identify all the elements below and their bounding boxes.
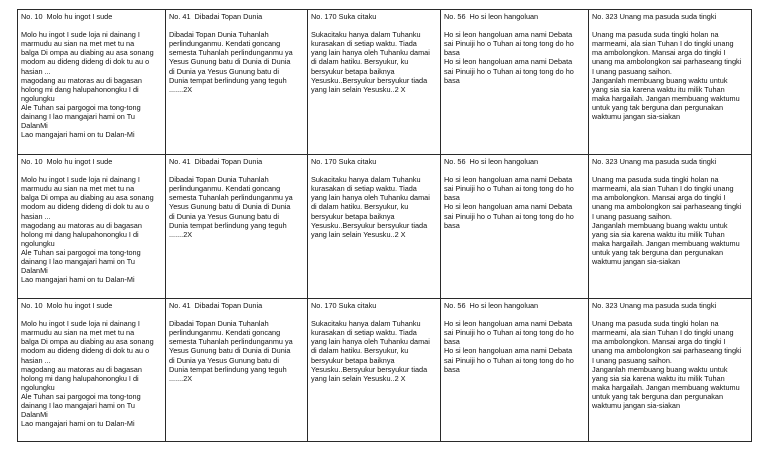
hymn-lyrics: Dibadai Topan Dunia Tuhanlah perlindunganmu. Kendati goncang semesta Tuhanlah perlindunganmu ya Yesus Gunung batu di Dunia di Dunia di Dunia ya Yesus Gunung batu di Dunia tempat berlindung yang teguh .......2X <box>169 30 293 94</box>
hymn-cell <box>166 10 308 155</box>
hymn-cell <box>308 155 441 299</box>
hymn-title: No. 170 Suka citaku <box>311 12 377 21</box>
hymn-lyrics: Unang ma pasuda suda tingki holan na marmeami, ala sian Tuhan I do tingki unang ma ambolongkon. Mansai arga do tingki I unang ma ambolongkon sai parhaseang tingki I unang pasuang saihon. Janganlah membuang buang waktu untuk yang sia sia karena waktu itu milik Tuhan maka hargailah. Jangan membuang waktumu untuk yang tak berguna dan pergunakan waktumu jangan sia-siakan <box>592 319 742 411</box>
hymn-title: No. 323 Unang ma pasuda suda tingki <box>592 157 717 166</box>
hymn-table <box>17 9 752 442</box>
hymn-lyrics: Unang ma pasuda suda tingki holan na marmeami, ala sian Tuhan I do tingki unang ma ambolongkon. Mansai arga do tingki I unang ma ambolongkon sai parhaseang tingki I unang pasuang saihon. Janganlah membuang buang waktu untuk yang sia sia karena waktu itu milik Tuhan maka hargailah. Jangan membuang waktumu untuk yang tak berguna dan pergunakan waktumu jangan sia-siakan <box>592 30 742 122</box>
hymn-cell <box>308 299 441 442</box>
hymn-title: No. 10 Molo hu ingot I sude <box>21 157 113 166</box>
table-row <box>18 299 752 442</box>
hymn-lyrics: Molo hu ingot I sude loja ni dainang I marmudu au sian na met met tu na balga Di ompa au diabing au asa sonang modom au dideng dideng di dok tu au o hasian ... magodang au matoras au di bagasan holong mi dang halupahonongku I di ngolungku Ale Tuhan sai pargogoi ma tong-tong dainang I lao mangajari hami on Tu DalanMi Lao mangajari hami on tu Dalan-Mi <box>21 319 154 429</box>
hymn-title: No. 41 Dibadai Topan Dunia <box>169 12 263 21</box>
hymn-cell <box>308 10 441 155</box>
hymn-title: No. 56 Ho si leon hangoluan <box>444 301 539 310</box>
hymn-cell <box>18 155 166 299</box>
hymn-cell <box>166 155 308 299</box>
hymn-title: No. 56 Ho si leon hangoluan <box>444 157 539 166</box>
hymn-title: No. 323 Unang ma pasuda suda tingki <box>592 12 717 21</box>
hymn-lyrics: Ho si leon hangoluan ama nami Debata sai Pinuiji ho o Tuhan ai tong tong do ho basa Ho si leon hangoluan ama nami Debata sai Pinuiji ho o Tuhan ai tong tong do ho basa <box>444 30 574 85</box>
hymn-lyrics: Sukacitaku hanya dalam Tuhanku kurasakan di setiap waktu. Tiada yang lain hanya oleh Tuhanku damai di dalam hatiku. Bersyukur, ku bersyukur betapa baiknya Yesusku..Bersyukur bersyukur tiada yang lain selain Yesusku..2 X <box>311 175 430 239</box>
hymn-cell <box>18 10 166 155</box>
hymn-lyrics: Unang ma pasuda suda tingki holan na marmeami, ala sian Tuhan I do tingki unang ma ambolongkon. Mansai arga do tingki I unang ma ambolongkon sai parhaseang tingki I unang pasuang saihon. Janganlah membuang buang waktu untuk yang sia sia karena waktu itu milik Tuhan maka hargailah. Jangan membuang waktumu untuk yang tak berguna dan pergunakan waktumu jangan sia-siakan <box>592 175 742 267</box>
hymn-title: No. 323 Unang ma pasuda suda tingki <box>592 301 717 310</box>
hymn-cell <box>166 299 308 442</box>
hymn-lyrics: Sukacitaku hanya dalam Tuhanku kurasakan di setiap waktu. Tiada yang lain hanya oleh Tuhanku damai di dalam hatiku. Bersyukur, ku bersyukur betapa baiknya Yesusku..Bersyukur bersyukur tiada yang lain selain Yesusku..2 X <box>311 30 430 94</box>
hymn-title: No. 170 Suka citaku <box>311 157 377 166</box>
hymn-lyrics: Dibadai Topan Dunia Tuhanlah perlindunganmu. Kendati goncang semesta Tuhanlah perlindunganmu ya Yesus Gunung batu di Dunia di Dunia di Dunia ya Yesus Gunung batu di Dunia tempat berlindung yang teguh .......2X <box>169 175 293 239</box>
hymn-lyrics: Ho si leon hangoluan ama nami Debata sai Pinuiji ho o Tuhan ai tong tong do ho basa Ho si leon hangoluan ama nami Debata sai Pinuiji ho o Tuhan ai tong tong do ho basa <box>444 319 574 374</box>
table-row <box>18 10 752 155</box>
hymn-lyrics: Molo hu ingot I sude loja ni dainang I marmudu au sian na met met tu na balga Di ompa au diabing au asa sonang modom au dideng dideng di dok tu au o hasian ... magodang au matoras au di bagasan holong mi dang halupahonongku I di ngolungku Ale Tuhan sai pargogoi ma tong-tong dainang I lao mangajari hami on Tu DalanMi Lao mangajari hami on tu Dalan-Mi <box>21 30 154 140</box>
hymn-cell <box>441 155 589 299</box>
hymn-title: No. 10 Molo hu ingot I sude <box>21 301 113 310</box>
hymn-cell <box>589 155 752 299</box>
hymn-cell <box>441 299 589 442</box>
hymn-title: No. 41 Dibadai Topan Dunia <box>169 301 263 310</box>
hymn-cell <box>441 10 589 155</box>
table-row <box>18 155 752 299</box>
hymn-title: No. 170 Suka citaku <box>311 301 377 310</box>
hymn-lyrics: Dibadai Topan Dunia Tuhanlah perlindunganmu. Kendati goncang semesta Tuhanlah perlindunganmu ya Yesus Gunung batu di Dunia di Dunia di Dunia ya Yesus Gunung batu di Dunia tempat berlindung yang teguh .......2X <box>169 319 293 383</box>
hymn-cell <box>589 299 752 442</box>
hymn-cell <box>18 299 166 442</box>
hymn-cell <box>589 10 752 155</box>
hymn-lyrics: Ho si leon hangoluan ama nami Debata sai Pinuiji ho o Tuhan ai tong tong do ho basa Ho si leon hangoluan ama nami Debata sai Pinuiji ho o Tuhan ai tong tong do ho basa <box>444 175 574 230</box>
hymn-title: No. 41 Dibadai Topan Dunia <box>169 157 263 166</box>
hymn-lyrics: Molo hu ingot I sude loja ni dainang I marmudu au sian na met met tu na balga Di ompa au diabing au asa sonang modom au dideng dideng di dok tu au o hasian ... magodang au matoras au di bagasan holong mi dang halupahonongku I di ngolungku Ale Tuhan sai pargogoi ma tong-tong dainang I lao mangajari hami on Tu DalanMi Lao mangajari hami on tu Dalan-Mi <box>21 175 154 285</box>
hymn-title: No. 56 Ho si leon hangoluan <box>444 12 539 21</box>
hymn-lyrics: Sukacitaku hanya dalam Tuhanku kurasakan di setiap waktu. Tiada yang lain hanya oleh Tuhanku damai di dalam hatiku. Bersyukur, ku bersyukur betapa baiknya Yesusku..Bersyukur bersyukur tiada yang lain selain Yesusku..2 X <box>311 319 430 383</box>
hymn-title: No. 10 Molo hu ingot I sude <box>21 12 113 21</box>
